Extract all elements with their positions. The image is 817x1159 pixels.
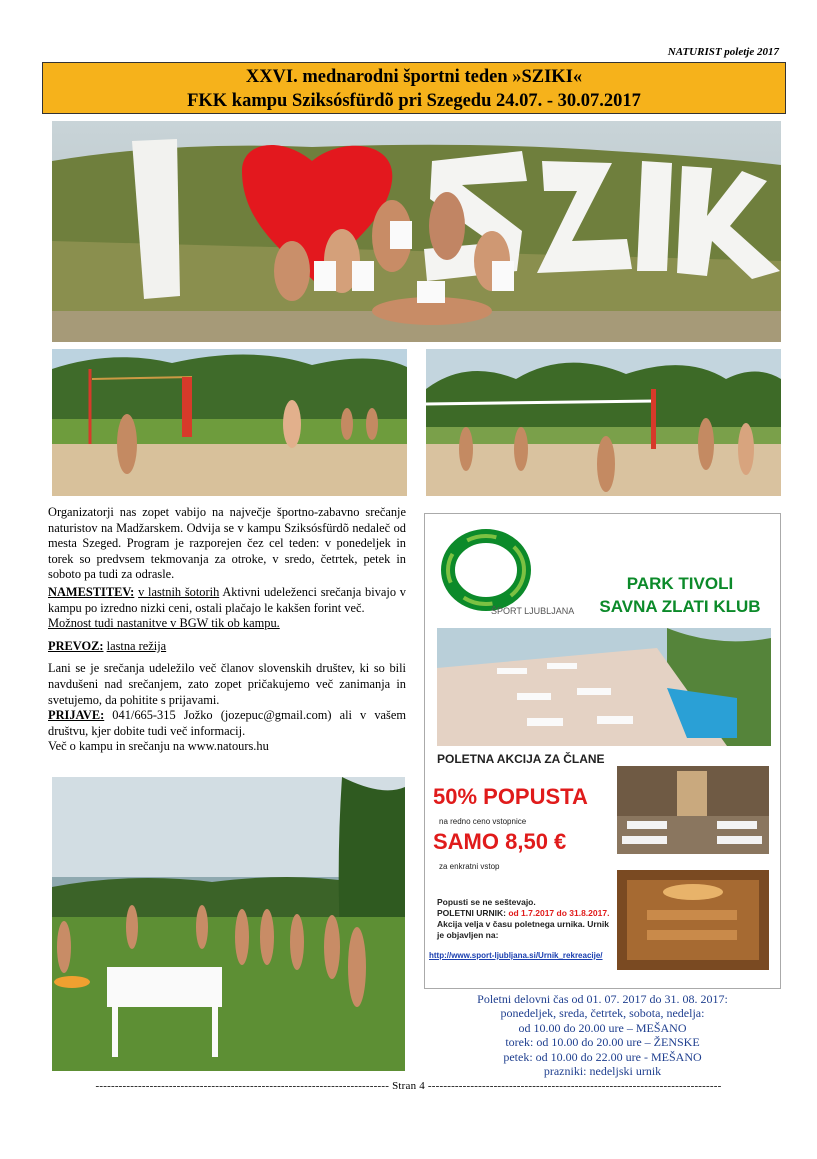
registration-label: PRIJAVE: bbox=[48, 708, 105, 723]
volleyball-photo-right bbox=[426, 349, 781, 496]
registration-paragraph bbox=[48, 708, 406, 739]
hours-line-5: petek: od 10.00 do 22.00 ure - MEŠANO bbox=[503, 1049, 702, 1064]
footer-dashes-right: ---------------------------------------------------------------------------- bbox=[427, 1080, 722, 1092]
banner-photo bbox=[52, 121, 781, 342]
footer-dashes-left: ---------------------------------------------------------------------------- bbox=[95, 1080, 390, 1092]
discount-text: 50% POPUSTA bbox=[433, 784, 588, 809]
pool-photo bbox=[437, 628, 771, 746]
sauna-photo-1 bbox=[617, 766, 769, 854]
accommodation-label: NAMESTITEV bbox=[48, 584, 131, 599]
title-line-1: XXVI. mednarodni športni teden »SZIKI« bbox=[245, 67, 583, 87]
transport-paragraph bbox=[48, 639, 406, 655]
park-line-1: PARK TIVOLI bbox=[626, 574, 734, 593]
accommodation-text: Aktivni udeleženci srečanja bivajo v kampu po izredno nizki ceni, ostali plačajo le kakšen forint več. bbox=[48, 584, 406, 615]
registration-text: 041/665-315 Jožko (jozepuc@gmail.com) ali v vašem društvu, kjer dobite tudi več informacij. bbox=[48, 708, 406, 738]
working-hours bbox=[424, 992, 781, 1078]
volleyball-photo-left bbox=[52, 349, 407, 496]
hours-line-4: torek: od 10.00 do 20.00 ure – ŽENSKE bbox=[505, 1035, 700, 1050]
last-year-paragraph: Lani se je srečanja udeležilo več članov slovenskih društev, ki so bili navdušeni nad srečanjem, zato zopet pričakujemo več zanimanja in svetujemo, da pohitite s prijavami. bbox=[48, 661, 406, 707]
accommodation-bgw: Možnost tudi nastanitve v BGW tik ob kampu. bbox=[48, 616, 280, 631]
hours-line-2: ponedeljek, sreda, četrtek, sobota, nedelja: bbox=[500, 1006, 705, 1021]
park-title bbox=[585, 572, 775, 618]
article-text bbox=[48, 505, 406, 755]
page-number: Stran 4 bbox=[392, 1080, 425, 1092]
hours-line-1: Poletni delovni čas od 01. 07. 2017 do 31. 08. 2017: bbox=[477, 992, 728, 1006]
note-line-3: Akcija velja v času poletnega urnika. Urnik je objavljen na: bbox=[437, 919, 609, 940]
park-line-2: SAVNA ZLATI KLUB bbox=[599, 597, 761, 616]
note-line-1: Popusti se ne seštevajo. bbox=[437, 897, 536, 907]
page-title bbox=[42, 62, 786, 114]
accommodation-sub: v lastnih šotorih bbox=[138, 584, 220, 599]
discount-sub: na redno ceno vstopnice bbox=[439, 817, 527, 826]
ceremony-photo bbox=[52, 777, 405, 1071]
article-intro: Organizatorji nas zopet vabijo na največje športno-zabavno srečanje naturistov na Madžarskem. Odvija se v kampu Sziksósfürdõ nedaleč od mesta Szeged. Program je razporejen čez cel teden: v ponedeljek in torek so predvsem tekmovanja za otroke, v sredo, četrtek, petek in soboto pa tudi za odrasle. bbox=[48, 505, 406, 582]
publication-tag: NATURIST poletje 2017 bbox=[667, 46, 779, 58]
logo-caption: ŠPORT LJUBLJANA bbox=[491, 606, 575, 616]
note-line-2: POLETNI URNIK: od 1.7.2017 do 31.8.2017. bbox=[437, 908, 610, 918]
hours-line-6: prazniki: nedeljski urnik bbox=[543, 1064, 662, 1079]
more-info: Več o kampu in srečanju na www.natours.hu bbox=[48, 739, 269, 754]
price-sub: za enkratni vstop bbox=[439, 862, 500, 871]
title-line-2: FKK kampu Sziksósfürdõ pri Szegedu 24.07. - 30.07.2017 bbox=[187, 91, 641, 111]
ad-note bbox=[437, 897, 613, 941]
accommodation-paragraph: NAMESTITEV: v lastnih šotorih Aktivni udeleženci srečanja bivajo v kampu po izredno nizki ceni, ostali plačajo le kakšen forint več. bbox=[48, 584, 406, 615]
promo-heading: POLETNA AKCIJA ZA ČLANE bbox=[437, 752, 605, 766]
sauna-photo-2 bbox=[617, 870, 769, 970]
transport-label: PREVOZ: bbox=[48, 638, 104, 653]
sport-ljubljana-logo-icon bbox=[441, 528, 531, 618]
page-footer bbox=[0, 1080, 817, 1092]
schedule-link[interactable]: http://www.sport-ljubljana.si/Urnik_rekreacije/ bbox=[429, 951, 603, 960]
sport-ljubljana-ad bbox=[424, 513, 781, 989]
hours-line-3: od 10.00 do 20.00 ure – MEŠANO bbox=[518, 1020, 687, 1035]
price-text: SAMO 8,50 € bbox=[433, 829, 567, 854]
transport-text: lastna režija bbox=[106, 638, 167, 653]
